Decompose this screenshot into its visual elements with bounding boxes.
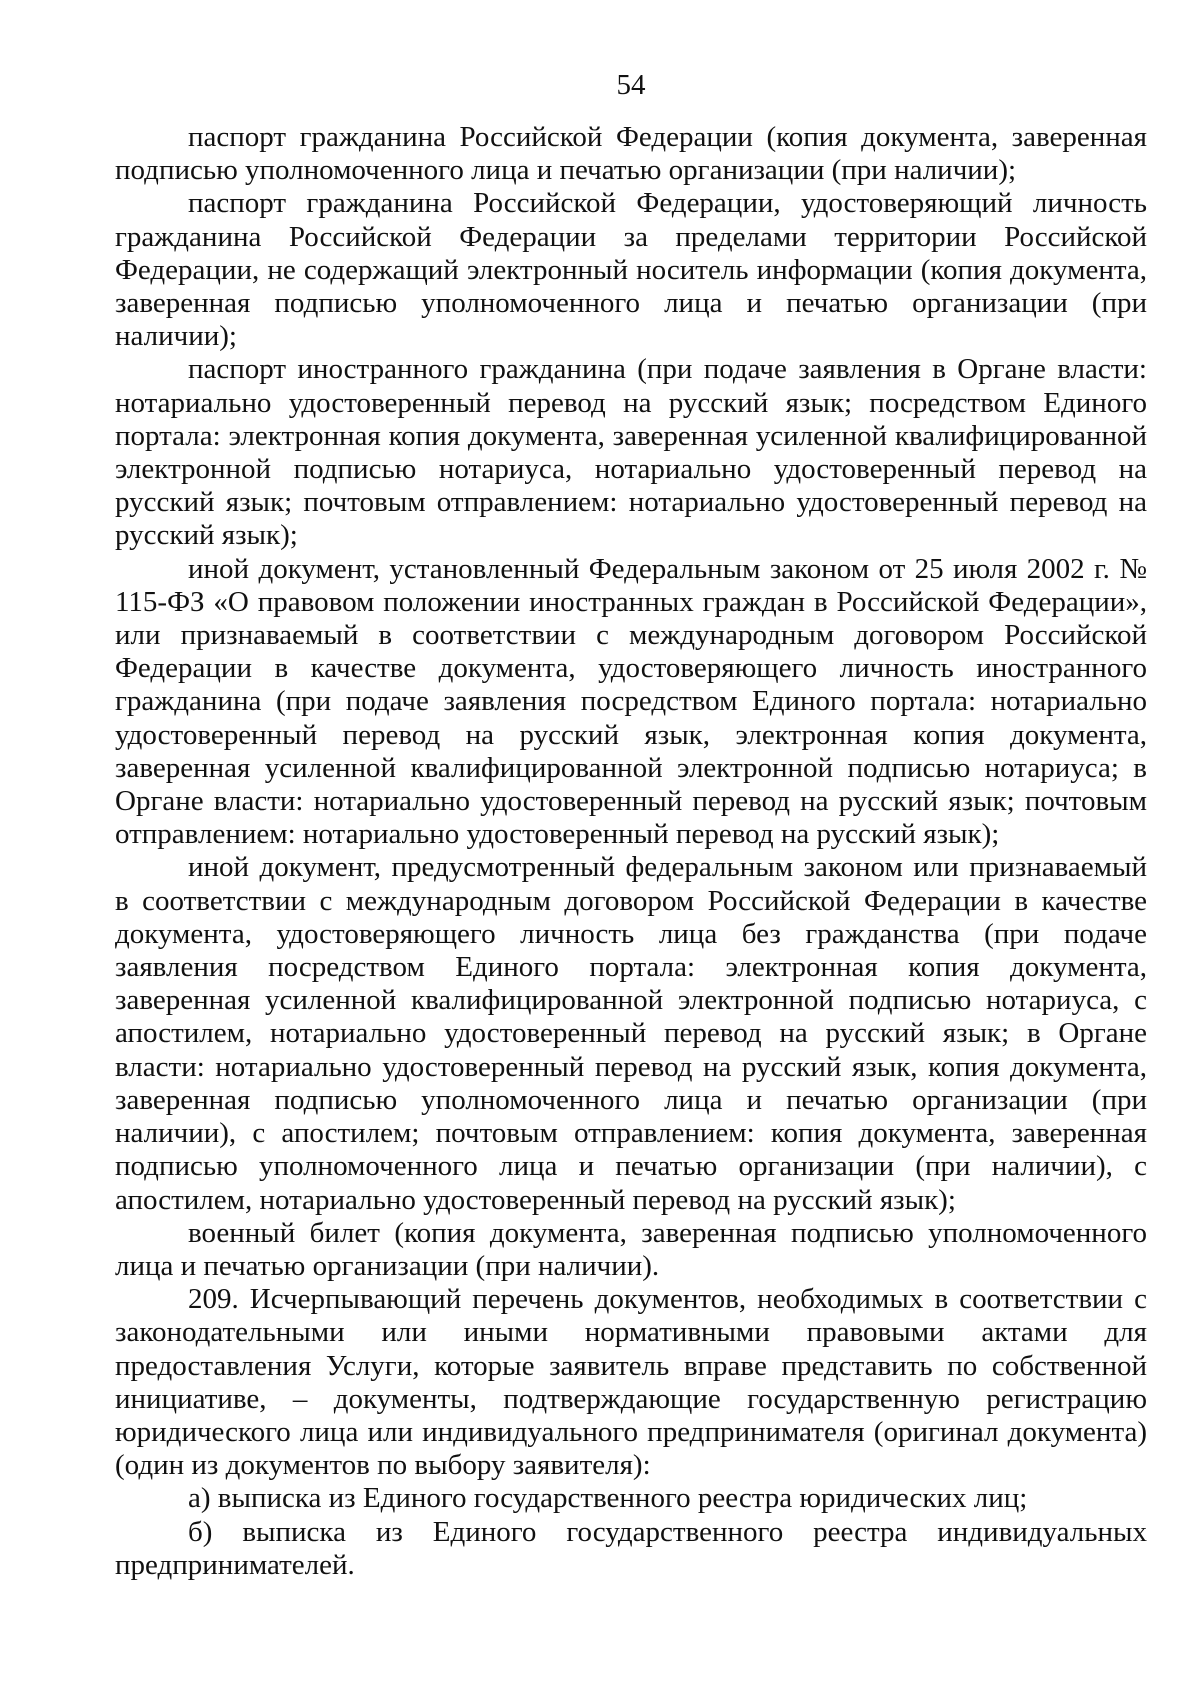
paragraph-item-b: б) выписка из Единого государственного реестра индивидуальных предпринимателей. [115, 1515, 1147, 1581]
page-number: 54 [616, 69, 646, 101]
paragraph-foreign-passport-rf: паспорт гражданина Российской Федерации, удостоверяющий личность гражданина Российской Федерации за пределами территории Российской Федерации, не содержащий электронный носитель информации (копия документа, заверенная подписью уполномоченного лица и печатью организации (при наличии); [115, 187, 1147, 353]
paragraph-foreign-citizen-passport: паспорт иностранного гражданина (при подаче заявления в Органе власти: нотариально удостоверенный перевод на русский язык; посредством Единого портала: электронная копия документа, заверенная усиленной квалифицированной электронной подписью нотариуса, нотариально удостоверенный перевод на русский язык; почтовым отправлением: нотариально удостоверенный перевод на русский язык); [115, 353, 1147, 552]
document-body [115, 121, 1147, 1582]
paragraph-other-document-foreigner: иной документ, установленный Федеральным законом от 25 июля 2002 г. № 115-ФЗ «О правовом положении иностранных граждан в Российской Федерации», или признаваемый в соответствии с международным договором Российской Федерации в качестве документа, удостоверяющего личность иностранного гражданина (при подаче заявления посредством Единого портала: нотариально удостоверенный перевод на русский язык, электронная копия документа, заверенная усиленной квалифицированной электронной подписью нотариуса; в Органе власти: нотариально удостоверенный перевод на русский язык; почтовым отправлением: нотариально удостоверенный перевод на русский язык); [115, 552, 1147, 851]
paragraph-item-a: а) выписка из Единого государственного реестра юридических лиц; [188, 1482, 1028, 1515]
paragraph-passport-rf: паспорт гражданина Российской Федерации (копия документа, заверенная подписью уполномоченного лица и печатью организации (при наличии); [115, 121, 1147, 187]
paragraph-military-id: военный билет (копия документа, заверенная подписью уполномоченного лица и печатью организации (при наличии). [115, 1216, 1147, 1282]
paragraph-other-document-stateless: иной документ, предусмотренный федеральным законом или признаваемый в соответствии с международным договором Российской Федерации в качестве документа, удостоверяющего личность лица без гражданства (при подаче заявления посредством Единого портала: электронная копия документа, заверенная усиленной квалифицированной электронной подписью нотариуса, с апостилем, нотариально удостоверенный перевод на русский язык; в Органе власти: нотариально удостоверенный перевод на русский язык, копия документа, заверенная подписью уполномоченного лица и печатью организации (при наличии), с апостилем; почтовым отправлением: копия документа, заверенная подписью уполномоченного лица и печатью организации (при наличии), с апостилем, нотариально удостоверенный перевод на русский язык); [115, 851, 1147, 1216]
paragraph-item-209: 209. Исчерпывающий перечень документов, необходимых в соответствии с законодательными или иными нормативными правовыми актами для предоставления Услуги, которые заявитель вправе представить по собственной инициативе, – документы, подтверждающие государственную регистрацию юридического лица или индивидуального предпринимателя (оригинал документа) (один из документов по выбору заявителя): [115, 1283, 1147, 1482]
